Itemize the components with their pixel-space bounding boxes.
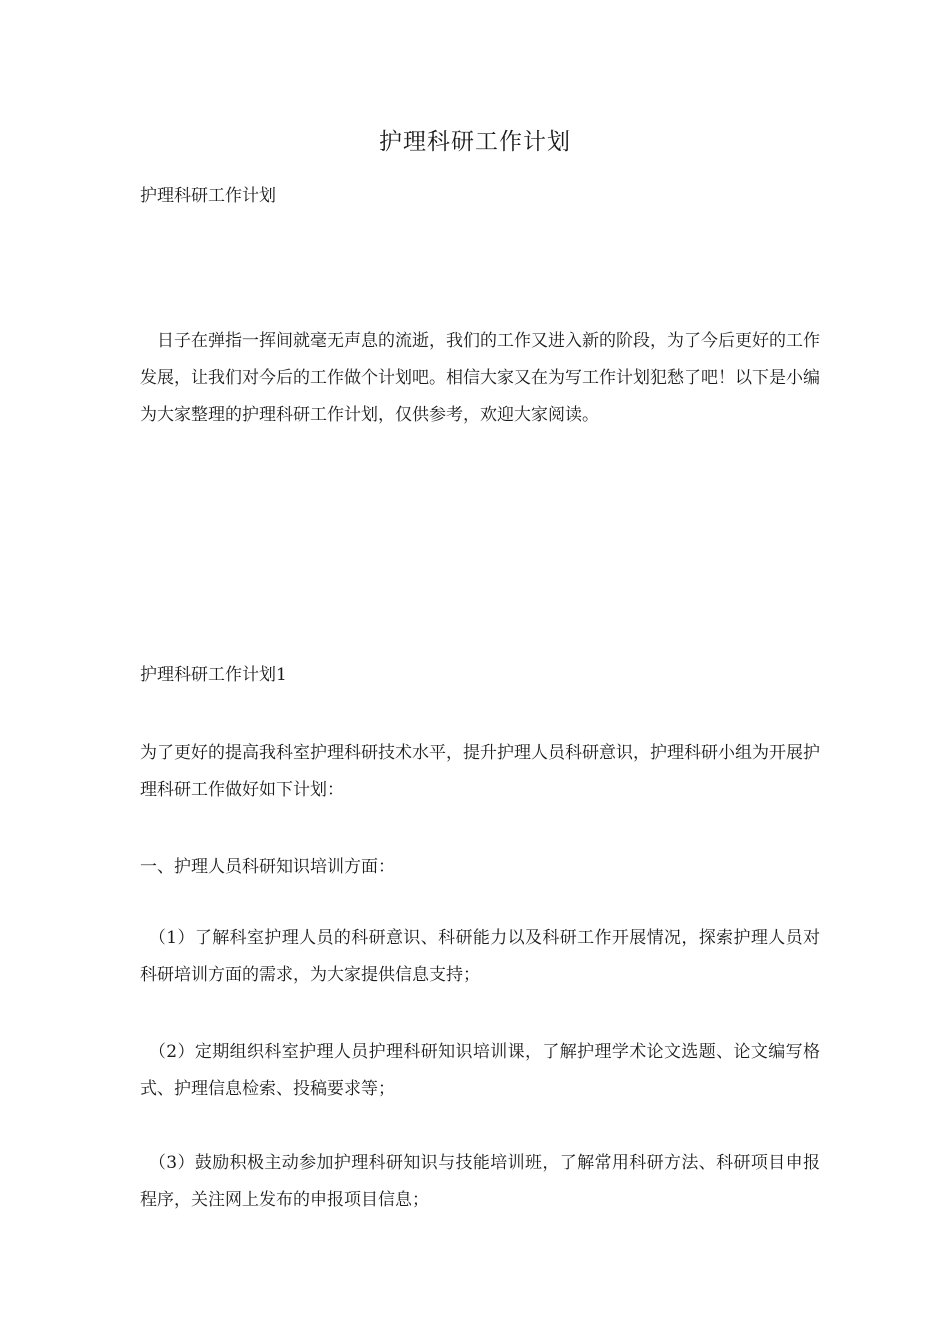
intro-paragraph: 日子在弹指一挥间就毫无声息的流逝，我们的工作又进入新的阶段，为了今后更好的工作发展，让我们对今后的工作做个计划吧。相信大家又在为写工作计划犯愁了吧！以下是小编为大家整理的护理科研工作计划，仅供参考，欢迎大家阅读。 xyxy=(140,331,820,425)
list-item: （2）定期组织科室护理人员护理科研知识培训课，了解护理学术论文选题、论文编写格式、护理信息检索、投稿要求等； xyxy=(140,1042,820,1099)
page-title: 护理科研工作计划 xyxy=(379,129,571,155)
document-subtitle: 护理科研工作计划 xyxy=(140,186,276,206)
body-paragraph: 为了更好的提高我科室护理科研技术水平，提升护理人员科研意识，护理科研小组为开展护理科研工作做好如下计划： xyxy=(140,743,820,800)
list-item: （3）鼓励积极主动参加护理科研知识与技能培训班，了解常用科研方法、科研项目申报程序，关注网上发布的申报项目信息； xyxy=(140,1153,820,1210)
subsection-heading: 一、护理人员科研知识培训方面： xyxy=(140,857,395,877)
list-item: （1）了解科室护理人员的科研意识、科研能力以及科研工作开展情况，探索护理人员对科研培训方面的需求，为大家提供信息支持； xyxy=(140,928,820,985)
section-heading: 护理科研工作计划1 xyxy=(140,665,287,685)
